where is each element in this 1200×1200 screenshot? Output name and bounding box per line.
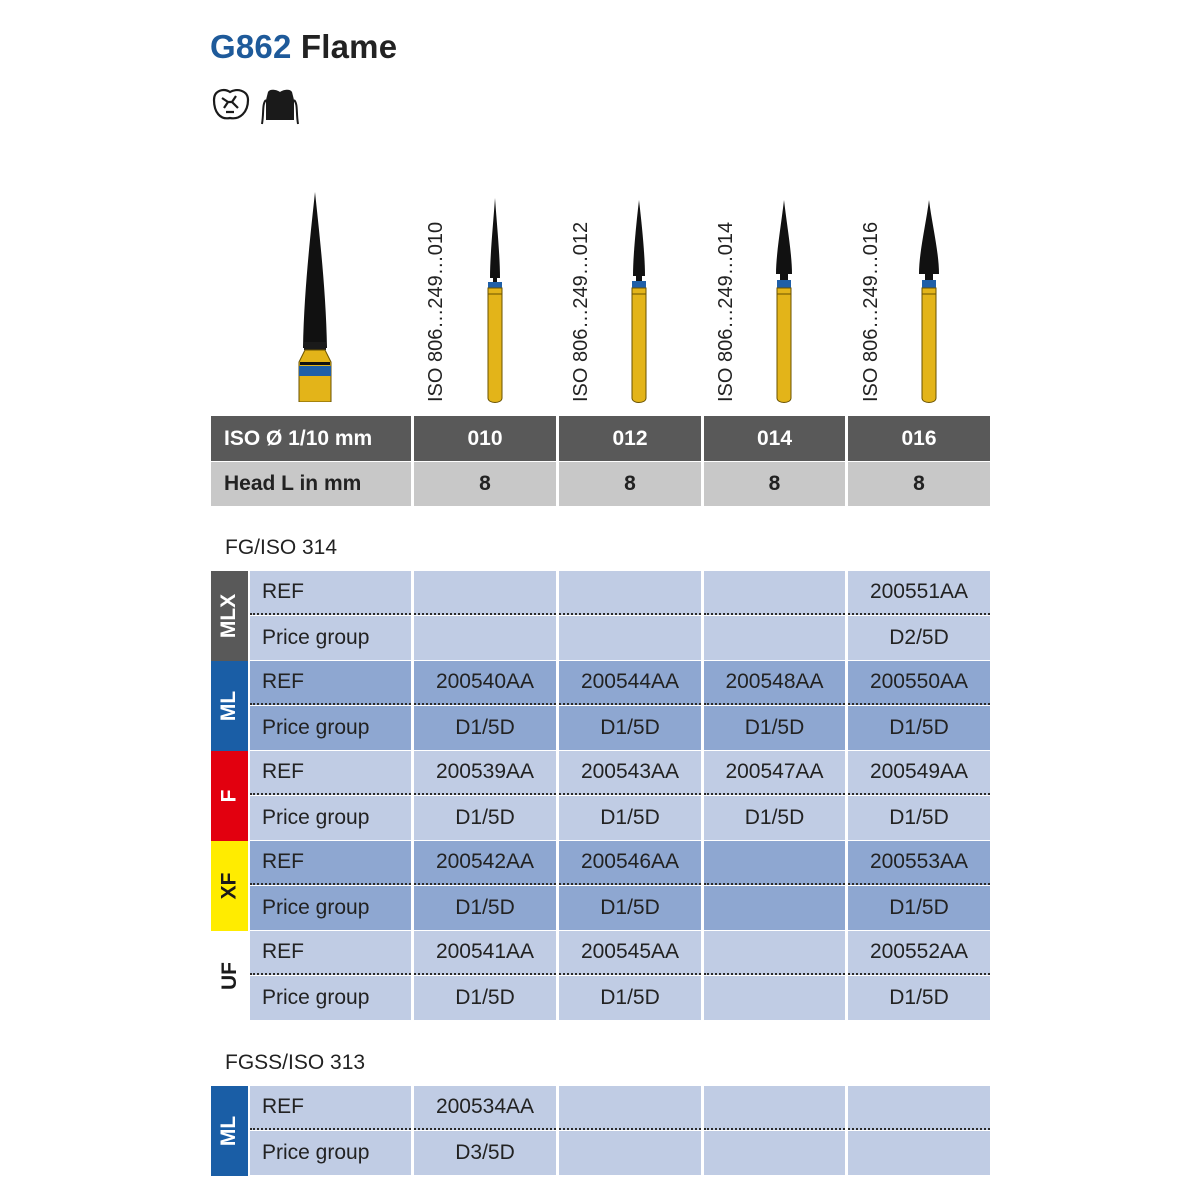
price-group-cell [559, 616, 701, 660]
price-group-cell [848, 1131, 990, 1175]
ref-number-cell: 200539AA [414, 751, 556, 795]
bur-014 [773, 196, 795, 411]
bur-010 [485, 196, 505, 411]
grit-band-label: MLX [217, 593, 241, 639]
ref-number-cell: 200545AA [559, 931, 701, 975]
grit-band-mlx [211, 571, 248, 661]
iso-label: ISO 806…249…012 [570, 221, 592, 402]
iso-label: ISO 806…249…016 [860, 221, 882, 402]
ref-number-cell [704, 571, 845, 615]
ref-number-cell [704, 931, 845, 975]
price-group-row-label: Price group [250, 706, 411, 750]
price-group-cell: D1/5D [848, 886, 990, 930]
iso-diameter-label: ISO Ø 1/10 mm [211, 416, 411, 461]
price-group-row-label: Price group [250, 616, 411, 660]
tooth-crown-prep-icon [262, 90, 298, 124]
grit-band-ml [211, 661, 248, 751]
ref-row-label: REF [250, 661, 411, 705]
grit-band-label: UF [217, 962, 241, 990]
price-group-cell: D1/5D [704, 706, 845, 750]
grit-band-label: XF [217, 872, 241, 900]
iso-label: ISO 806…249…010 [425, 221, 447, 402]
price-group-cell [704, 1131, 845, 1175]
tooth-occlusal-icon [214, 90, 248, 118]
price-group-cell [414, 616, 556, 660]
ref-number-cell: 200548AA [704, 661, 845, 705]
ref-row-label: REF [250, 751, 411, 795]
price-group-row-label: Price group [250, 1131, 411, 1175]
grit-band-uf [211, 931, 248, 1021]
grit-band-label: ML [217, 1115, 241, 1147]
head-length-value: 8 [414, 462, 556, 506]
ref-number-cell: 200541AA [414, 931, 556, 975]
price-group-cell [704, 616, 845, 660]
size-010: 010 [414, 416, 556, 461]
price-group-cell: D2/5D [848, 616, 990, 660]
price-group-row-label: Price group [250, 886, 411, 930]
size-012: 012 [559, 416, 701, 461]
price-group-cell: D1/5D [414, 976, 556, 1020]
ref-number-cell: 200534AA [414, 1086, 556, 1130]
price-group-cell: D1/5D [414, 706, 556, 750]
ref-number-cell [848, 1086, 990, 1130]
price-group-cell: D1/5D [848, 976, 990, 1020]
head-length-value: 8 [559, 462, 701, 506]
grit-band-xf [211, 841, 248, 931]
section-label-fg: FG/ISO 314 [225, 536, 338, 559]
price-group-cell: D1/5D [848, 796, 990, 840]
ref-number-cell [704, 1086, 845, 1130]
price-group-row-label: Price group [250, 796, 411, 840]
price-group-cell: D1/5D [559, 976, 701, 1020]
ref-number-cell: 200551AA [848, 571, 990, 615]
product-code: G862 [210, 28, 292, 65]
price-group-cell [704, 976, 845, 1020]
ref-number-cell [559, 571, 701, 615]
ref-row-label: REF [250, 571, 411, 615]
bur-012 [629, 196, 649, 411]
indication-icons [210, 86, 310, 126]
iso-label: ISO 806…249…014 [715, 221, 737, 402]
ref-number-cell [414, 571, 556, 615]
ref-row-label: REF [250, 841, 411, 885]
size-014: 014 [704, 416, 845, 461]
section-label-fgss: FGSS/ISO 313 [225, 1051, 366, 1074]
ref-number-cell: 200553AA [848, 841, 990, 885]
size-016: 016 [848, 416, 990, 461]
ref-number-cell: 200540AA [414, 661, 556, 705]
ref-number-cell [704, 841, 845, 885]
large-bur-illustration [295, 190, 335, 407]
price-group-cell: D1/5D [559, 706, 701, 750]
head-length-value: 8 [848, 462, 990, 506]
price-group-cell: D1/5D [848, 706, 990, 750]
ref-row-label: REF [250, 931, 411, 975]
ref-number-cell: 200546AA [559, 841, 701, 885]
price-group-cell: D1/5D [414, 886, 556, 930]
ref-number-cell [559, 1086, 701, 1130]
ref-number-cell: 200547AA [704, 751, 845, 795]
ref-row-label: REF [250, 1086, 411, 1130]
price-group-row-label: Price group [250, 976, 411, 1020]
grit-band-label: ML [217, 690, 241, 722]
ref-number-cell: 200544AA [559, 661, 701, 705]
head-length-label: Head L in mm [211, 462, 411, 506]
ref-number-cell: 200549AA [848, 751, 990, 795]
product-name: Flame [300, 28, 398, 65]
page-title [210, 28, 397, 66]
bur-016 [917, 196, 941, 411]
price-group-cell: D1/5D [704, 796, 845, 840]
head-length-value: 8 [704, 462, 845, 506]
ref-number-cell: 200552AA [848, 931, 990, 975]
ref-number-cell: 200542AA [414, 841, 556, 885]
price-group-cell [704, 886, 845, 930]
grit-band-label: F [217, 789, 241, 803]
price-group-cell: D1/5D [559, 886, 701, 930]
ref-number-cell: 200543AA [559, 751, 701, 795]
ref-number-cell: 200550AA [848, 661, 990, 705]
price-group-cell: D1/5D [559, 796, 701, 840]
grit-band-ml [211, 1086, 248, 1176]
grit-band-f [211, 751, 248, 841]
price-group-cell [559, 1131, 701, 1175]
price-group-cell: D3/5D [414, 1131, 556, 1175]
price-group-cell: D1/5D [414, 796, 556, 840]
